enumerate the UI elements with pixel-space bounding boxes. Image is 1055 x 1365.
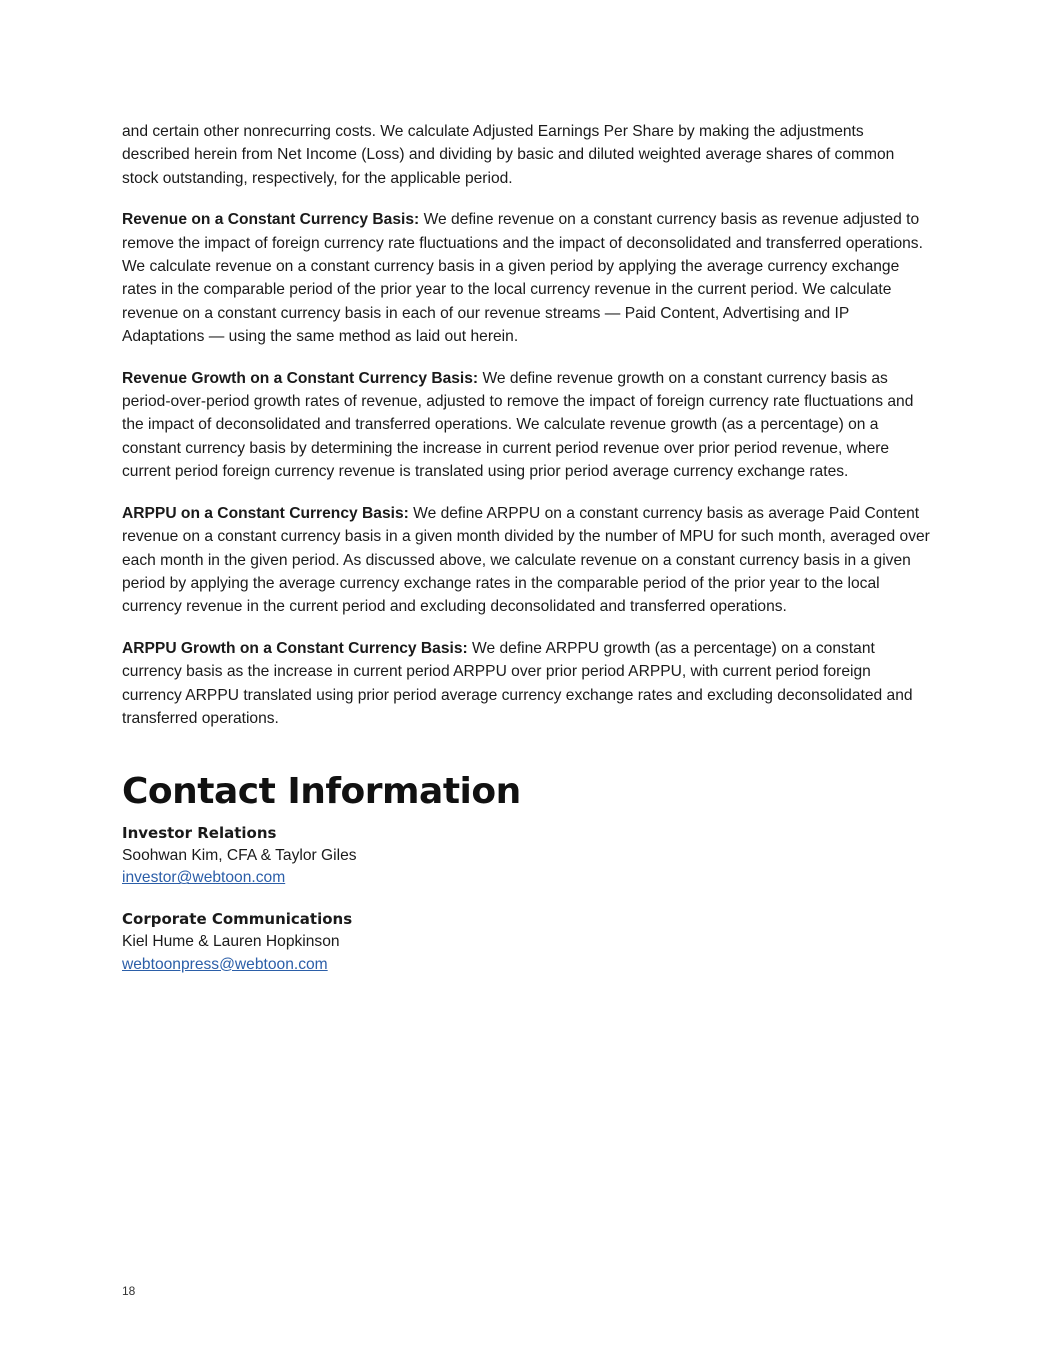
paragraph-text: We define ARPPU on a constant currency basis as average Paid Content revenue on a constant currency basis in a given month divided by the number of MPU for such month, averaged over each month in the given period. As discussed above, we calculate revenue on a constant currency basis in a given period by applying the average currency exchange rates in the comparable period of the prior year to the local currency revenue in the current period and excluding deconsolidated and transferred operations. bbox=[122, 504, 930, 616]
investor-relations-heading: Investor Relations bbox=[122, 824, 277, 843]
paragraph-text: We define ARPPU growth (as a percentage) on a constant currency basis as the increase in current period ARPPU over prior period ARPPU, with current period foreign currency ARPPU translated using prior period average currency exchange rates and excluding deconsolidated and transferred operations. bbox=[122, 640, 913, 727]
corporate-communications-contact bbox=[122, 908, 934, 976]
corporate-communications-heading: Corporate Communications bbox=[122, 910, 353, 929]
paragraph-term: ARPPU Growth on a Constant Currency Basis: bbox=[122, 640, 468, 658]
paragraph-term: Revenue on a Constant Currency Basis: bbox=[122, 211, 420, 229]
page-number: 18 bbox=[122, 1284, 136, 1298]
paragraph-term: Revenue Growth on a Constant Currency Basis: bbox=[122, 369, 479, 387]
corporate-communications-email-link[interactable]: webtoonpress@webtoon.com bbox=[122, 955, 328, 973]
paragraph-text: We define revenue growth on a constant currency basis as period-over-period growth rates of revenue, adjusted to remove the impact of foreign currency rate fluctuations and the impact of deconsolidated and transferred operations. We calculate revenue growth (as a percentage) on a constant currency basis by determining the increase in current period revenue over prior period revenue, where current period foreign currency revenue is translated using prior period average currency exchange rates. bbox=[122, 369, 914, 481]
paragraph-text: We define revenue on a constant currency basis as revenue adjusted to remove the impact of foreign currency rate fluctuations and the impact of deconsolidated and transferred operations. We calculate revenue on a constant currency basis in a given period by applying the average currency exchange rates in the comparable period of the prior year to the local currency revenue in the current period. We calculate revenue on a constant currency basis in each of our revenue streams — Paid Content, Advertising and IP Adaptations — using the same method as laid out herein. bbox=[122, 211, 923, 345]
paragraph-term: ARPPU on a Constant Currency Basis: bbox=[122, 504, 409, 522]
paragraph-text: and certain other nonrecurring costs. We calculate Adjusted Earnings Per Share by making the adjustments described herein from Net Income (Loss) and dividing by basic and diluted weighted average shares of common stock outstanding, respectively, for the applicable period. bbox=[122, 123, 895, 187]
page-content bbox=[122, 120, 934, 995]
investor-relations-email-link[interactable]: investor@webtoon.com bbox=[122, 869, 286, 887]
investor-relations-contact bbox=[122, 822, 934, 890]
paragraph-arppu-growth-constant-currency bbox=[122, 637, 934, 730]
contact-information-title: Contact Information bbox=[122, 771, 521, 813]
paragraph-revenue-growth-constant-currency bbox=[122, 367, 934, 483]
paragraph-arppu-constant-currency bbox=[122, 502, 934, 618]
paragraph-adjusted-eps-continuation bbox=[122, 120, 934, 190]
corporate-communications-names: Kiel Hume & Lauren Hopkinson bbox=[122, 933, 340, 951]
paragraph-revenue-constant-currency bbox=[122, 208, 934, 348]
investor-relations-names: Soohwan Kim, CFA & Taylor Giles bbox=[122, 846, 357, 864]
